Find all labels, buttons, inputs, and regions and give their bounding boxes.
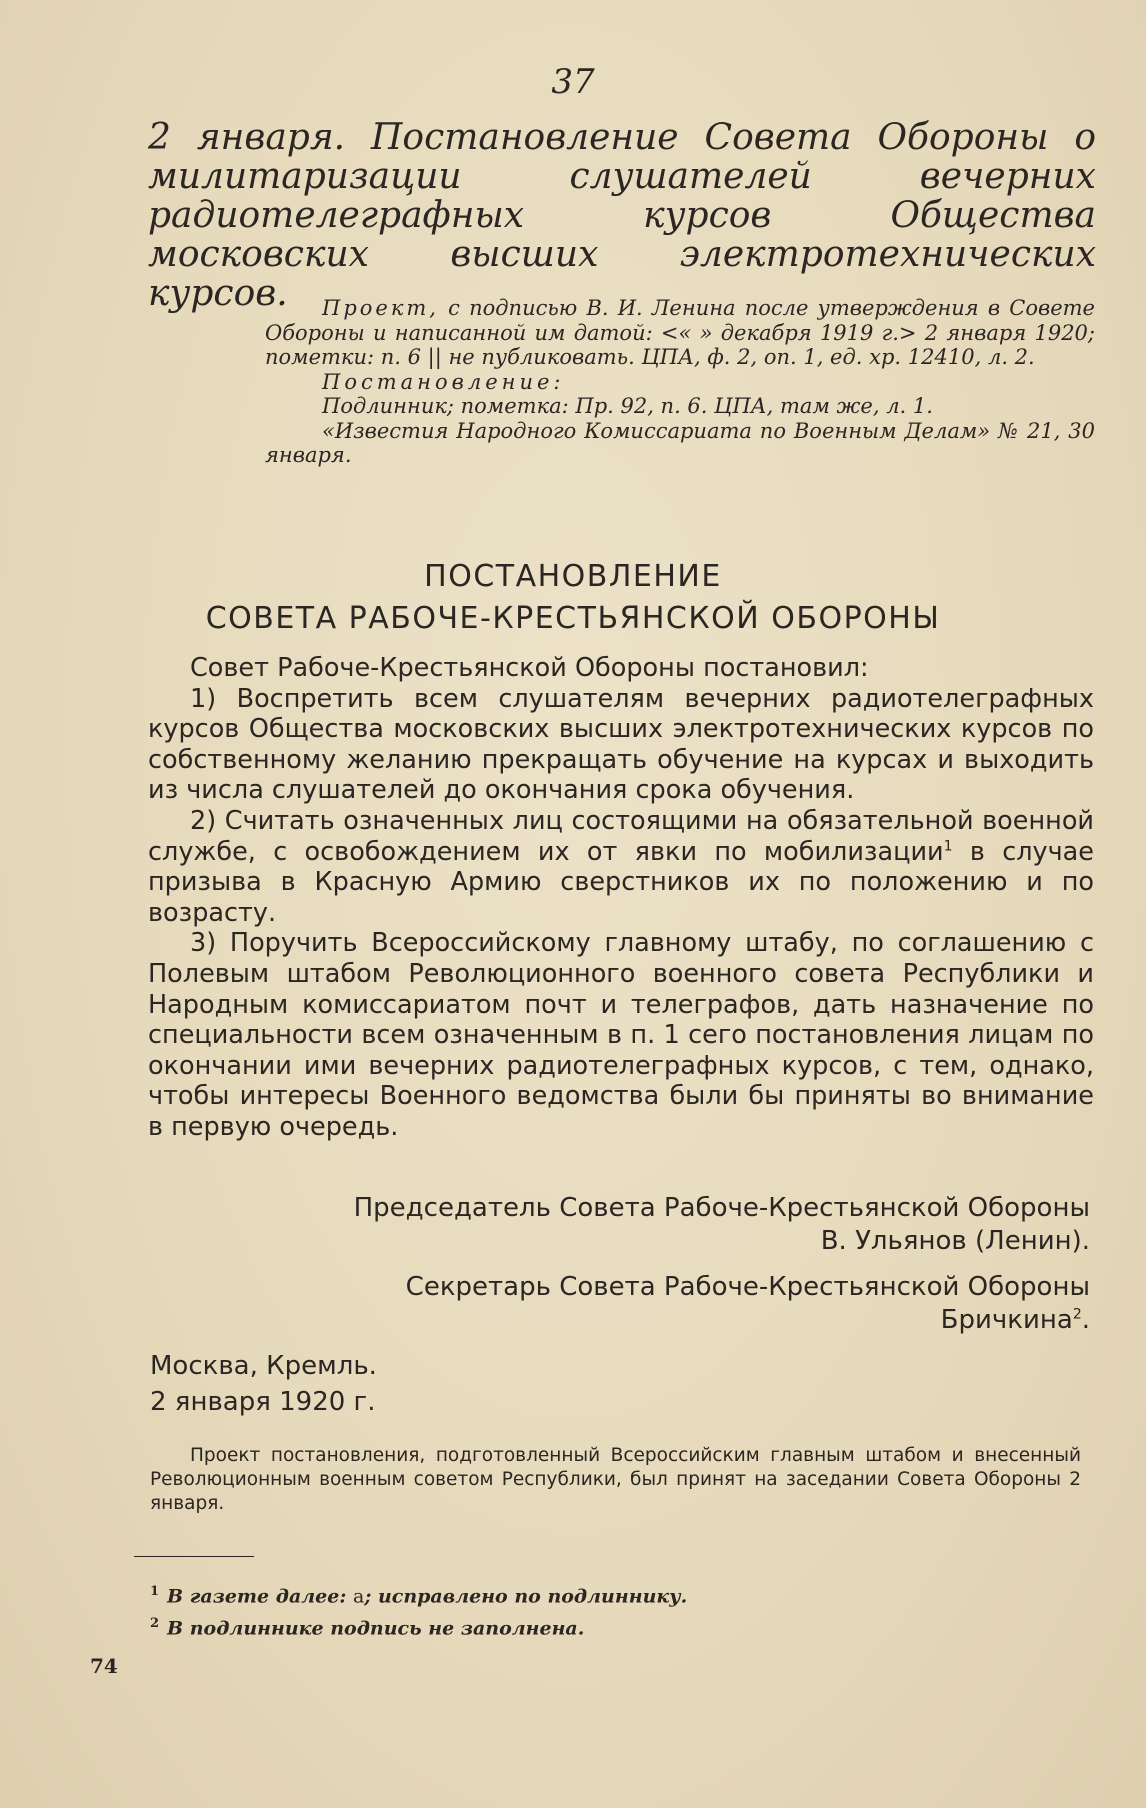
resolution-title-line2: СОВЕТА РАБОЧЕ-КРЕСТЬЯНСКОЙ ОБОРОНЫ: [205, 601, 941, 636]
document-heading: 2 января. Постановление Совета Обороны о милитаризации слушателей вечерних радиотелеграфных курсов Общества московских высших электротехнических курсов.: [148, 117, 1096, 314]
place: Москва, Кремль.: [150, 1351, 377, 1381]
date: 2 января 1920 г.: [150, 1387, 376, 1417]
footnote-ref-1: 1: [943, 838, 953, 855]
source-draft-label: Проект,: [322, 296, 439, 320]
signatures: [148, 1192, 1090, 1337]
resolution-intro: Совет Рабоче-Крестьянской Обороны постановил:: [190, 653, 869, 683]
resolution-body: [148, 653, 1094, 1143]
document-number: 37: [551, 62, 595, 102]
secretary-title: Секретарь Совета Рабоче-Крестьянской Обороны: [405, 1272, 1090, 1302]
footnote-ref-2: 2: [1072, 1306, 1082, 1323]
archival-sources: [265, 296, 1095, 468]
resolution-item-3: 3) Поручить Всероссийскому главному штабу, по соглашению с Полевым штабом Революционного военного совета Республики и Народным комиссариатом почт и телеграфов, дать назначение по специальности всем означенным в п. 1 сего постановления лицам по окончании ими вечерних радиотелеграфных курсов, с тем, однако, чтобы интересы Военного ведомства были бы приняты во внимание в первую очередь.: [148, 928, 1094, 1142]
resolution-item-2: 2) Считать означенных лиц состоящими на обязательной военной службе, с освобождением их от явки по мобилизации$^1$ в случае призыва в Красную Армию сверстников их по положению и по возрасту.: [148, 805, 1095, 928]
place-and-date: [150, 1348, 377, 1420]
source-resolution-label: Постановление:: [322, 369, 565, 394]
source-original: Подлинник; пометка: Пр. 92, п. 6. ЦПА, там же, л. 1.: [322, 394, 933, 418]
footnotes: [150, 1578, 687, 1643]
resolution-title-line1: ПОСТАНОВЛЕНИЕ: [424, 559, 722, 594]
secretary-name: Бричкина$^2$.: [940, 1305, 1090, 1335]
footnote-divider: [134, 1556, 254, 1557]
editorial-note: Проект постановления, подготовленный Всероссийским главным штабом и внесенный Революционным военным советом Республики, был принят на заседании Совета Обороны 2 января.: [150, 1445, 1081, 1514]
resolution-title: [0, 556, 1146, 640]
resolution-item-1: 1) Воспретить всем слушателям вечерних радиотелеграфных курсов Общества московских высших электротехнических курсов по собственному желанию прекращать обучение на курсах и выходить из числа слушателей до окончания срока обучения.: [148, 683, 1094, 806]
source-publication: «Известия Народного Комиссариата по Военным Делам» № 21, 30 января.: [265, 418, 1095, 467]
chair-name: В. Ульянов (Ленин).: [820, 1226, 1090, 1256]
footnote-2: $^2$ В подлиннике подпись не заполнена.: [150, 1616, 585, 1640]
source-draft-text: с подписью В. И. Ленина после утверждения в Совете Обороны и написанной им датой: <« » декабря 1919 г.> 2 января 1920; пометки: п. 6 || не публиковать. ЦПА, ф. 2, оп. 1, ед. хр. 12410, л. 2.: [265, 296, 1095, 369]
chair-title: Председатель Совета Рабоче-Крестьянской Обороны: [353, 1193, 1090, 1223]
source-draft: [265, 296, 1095, 370]
page-number: 74: [90, 1654, 118, 1678]
footnote-1: $^1$ В газете далее: а; исправлено по подлиннику.: [150, 1584, 688, 1608]
